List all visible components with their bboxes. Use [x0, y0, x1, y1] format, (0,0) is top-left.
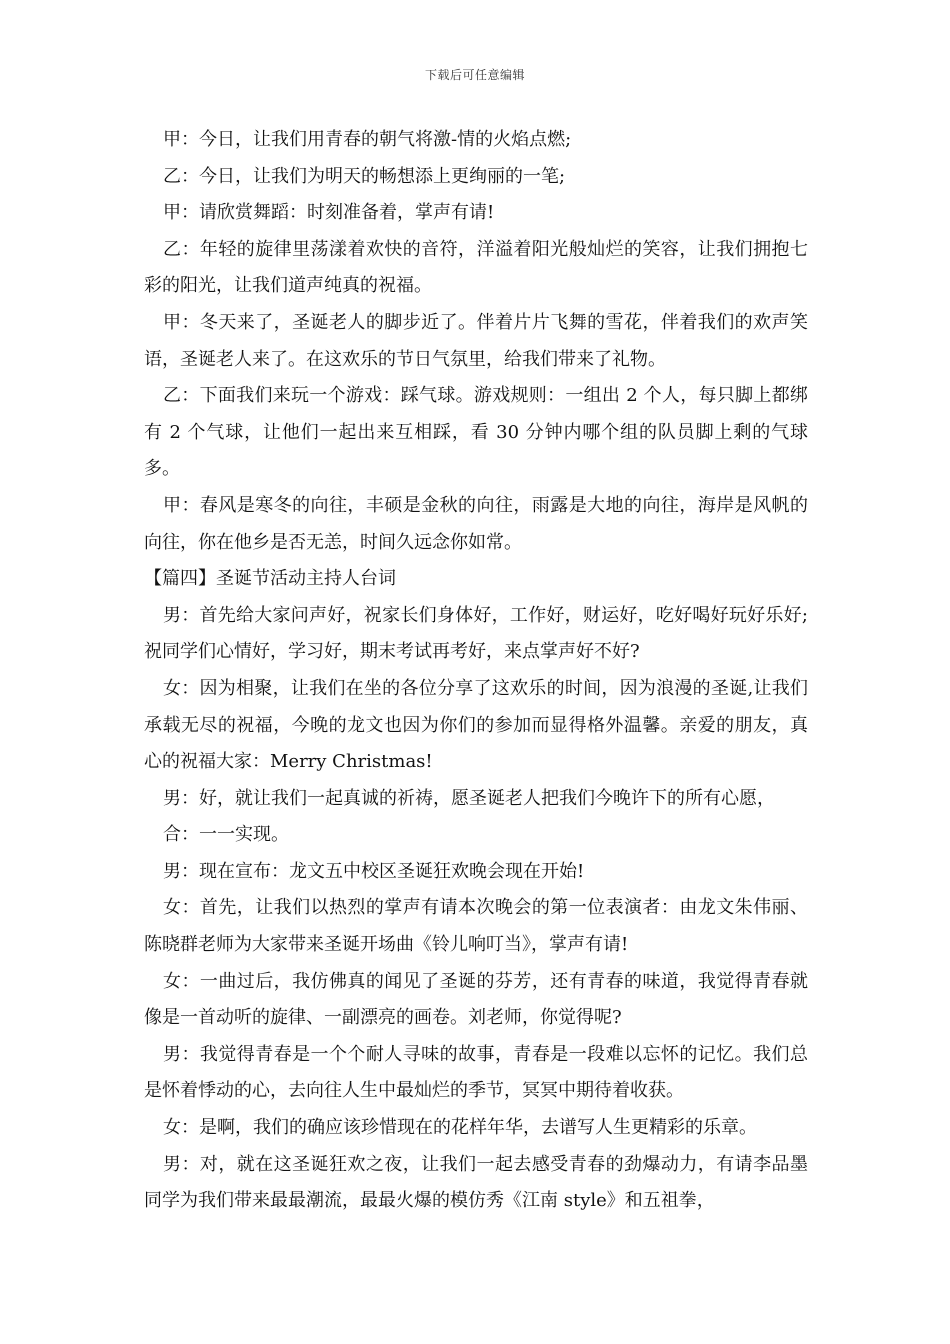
paragraph: 甲：冬天来了，圣诞老人的脚步近了。伴着片片飞舞的雪花，伴着我们的欢声笑语，圣诞老人来了。在这欢乐的节日气氛里，给我们带来了礼物。 [144, 311, 808, 370]
document-body [144, 122, 808, 1220]
paragraph: 女：首先，让我们以热烈的掌声有请本次晚会的第一位表演者：由龙文朱伟丽、陈晓群老师为大家带来圣诞开场曲《铃儿响叮当》，掌声有请! [144, 897, 808, 956]
paragraph: 男：首先给大家问声好，祝家长们身体好，工作好，财运好，吃好喝好玩好乐好;祝同学们心情好，学习好，期末考试再考好，来点掌声好不好? [144, 604, 808, 663]
paragraph: 女：是啊，我们的确应该珍惜现在的花样年华，去谱写人生更精彩的乐章。 [163, 1117, 757, 1139]
page-header: 下载后可任意编辑 [424, 68, 525, 82]
paragraph: 乙：年轻的旋律里荡漾着欢快的音符，洋溢着阳光般灿烂的笑容，让我们拥抱七彩的阳光，让我们道声纯真的祝福。 [144, 238, 808, 297]
paragraph: 乙：今日，让我们为明天的畅想添上更绚丽的一笔; [163, 165, 566, 187]
paragraph: 男：我觉得青春是一个个耐人寻味的故事，青春是一段难以忘怀的记忆。我们总是怀着悸动的心，去向往人生中最灿烂的季节，冥冥中期待着收获。 [144, 1043, 808, 1102]
paragraph: 男：对，就在这圣诞狂欢之夜，让我们一起去感受青春的劲爆动力，有请李品墨同学为我们带来最最潮流，最最火爆的模仿秀《江南 style》和五祖拳， [144, 1153, 808, 1212]
paragraph: 甲：今日，让我们用青春的朝气将激-情的火焰点燃; [163, 129, 572, 150]
paragraph: 男：现在宣布：龙文五中校区圣诞狂欢晚会现在开始! [163, 860, 585, 882]
paragraph: 乙：下面我们来玩一个游戏：踩气球。游戏规则：一组出 2 个人，每只脚上都绑有 2 个气球，让他们一起出来互相踩，看 30 分钟内哪个组的队员脚上剩的气球多。 [144, 385, 808, 480]
section-title: 【篇四】圣诞节活动主持人台词 [144, 568, 396, 590]
paragraph: 合：一一实现。 [163, 824, 289, 846]
paragraph: 男：好，就让我们一起真诚的祈祷，愿圣诞老人把我们今晚许下的所有心愿， [163, 787, 775, 809]
paragraph: 女：因为相聚，让我们在坐的各位分享了这欢乐的时间，因为浪漫的圣诞,让我们承载无尽的祝福，今晚的龙文也因为你们的参加而显得格外温馨。亲爱的朋友，真心的祝福大家：Merry Christmas! [144, 677, 808, 773]
paragraph: 甲：请欣赏舞蹈：时刻准备着，掌声有请! [163, 202, 495, 224]
paragraph: 甲：春风是寒冬的向往，丰硕是金秋的向往，雨露是大地的向往，海岸是风帆的向往，你在他乡是否无恙，时间久远念你如常。 [144, 494, 808, 553]
paragraph: 女：一曲过后，我仿佛真的闻见了圣诞的芬芳，还有青春的味道，我觉得青春就像是一首动听的旋律、一副漂亮的画卷。刘老师，你觉得呢? [144, 970, 808, 1029]
